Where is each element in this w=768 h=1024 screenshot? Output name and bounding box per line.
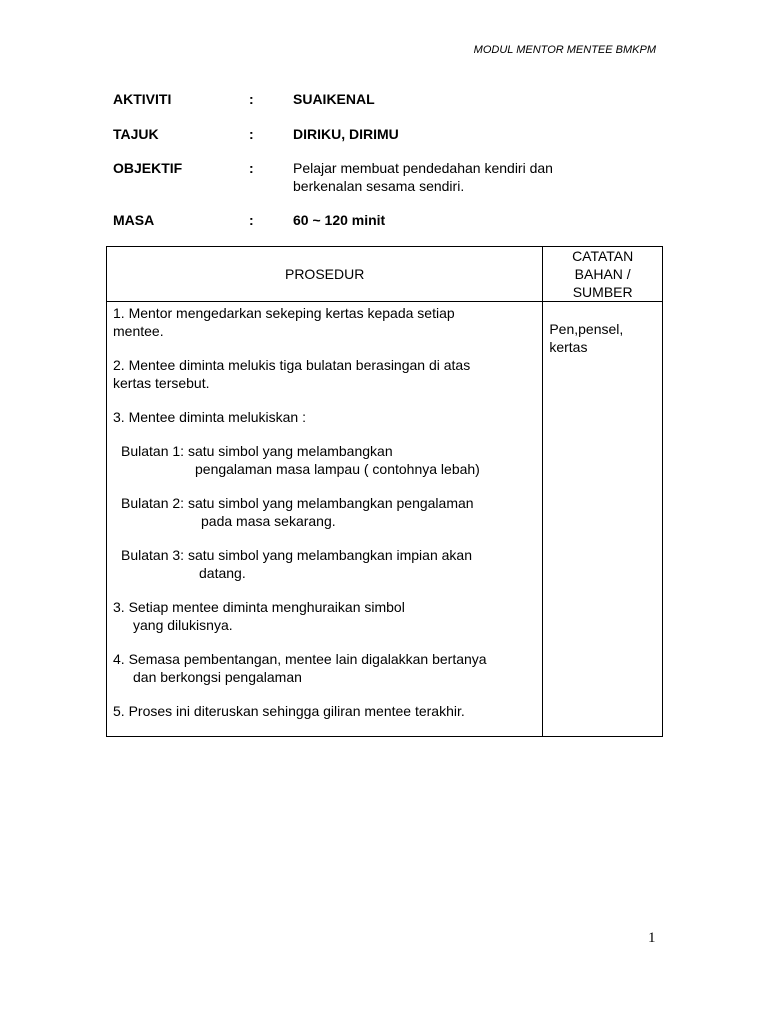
document-header: MODUL MENTOR MENTEE BMKPM [473, 44, 656, 56]
step-line: 4. Semasa pembentangan, mentee lain digalakkan bertanya [113, 651, 487, 667]
step-line: mentee. [113, 323, 164, 339]
header-prosedur: PROSEDUR [107, 247, 543, 302]
header-catatan [543, 247, 663, 302]
procedure-steps [107, 302, 543, 737]
header-catatan-line: BAHAN / [574, 266, 631, 282]
page-number: 1 [648, 930, 656, 946]
table-header-row [107, 247, 663, 302]
field-colon: : [249, 212, 254, 228]
header-catatan-line: SUMBER [572, 284, 633, 300]
step-line: 5. Proses ini diteruskan sehingga giliran mentee terakhir. [113, 703, 465, 719]
field-colon: : [249, 126, 254, 142]
step-line: yang dilukisnya. [133, 617, 233, 633]
field-value: SUAIKENAL [293, 91, 375, 107]
field-key: OBJEKTIF [113, 160, 183, 176]
field-value [293, 159, 613, 195]
field-colon: : [249, 91, 254, 107]
step-line: 3. Mentee diminta melukiskan : [113, 409, 306, 425]
field-value-line: berkenalan sesama sendiri. [293, 178, 465, 194]
step-line: 3. Setiap mentee diminta menghuraikan simbol [113, 599, 405, 615]
field-value: 60 ~ 120 minit [293, 212, 386, 228]
field-key: AKTIVITI [113, 91, 172, 107]
bulatan-line: pengalaman masa lampau ( contohnya lebah) [195, 461, 480, 477]
step-line: dan berkongsi pengalaman [133, 669, 302, 685]
field-key: MASA [113, 212, 155, 228]
field-value: DIRIKU, DIRIMU [293, 126, 399, 142]
field-colon: : [249, 160, 254, 176]
bulatan-line: Bulatan 1: satu simbol yang melambangkan [121, 443, 393, 459]
table-body-row [107, 302, 663, 737]
notes-line: kertas [549, 339, 588, 355]
procedure-table [106, 246, 663, 737]
bulatan-line: pada masa sekarang. [201, 513, 336, 529]
header-catatan-line: CATATAN [572, 248, 634, 264]
step-line: 2. Mentee diminta melukis tiga bulatan berasingan di atas [113, 357, 471, 373]
field-key: TAJUK [113, 126, 159, 142]
bulatan-line: datang. [199, 565, 246, 581]
step-line: kertas tersebut. [113, 375, 210, 391]
step-line: 1. Mentor mengedarkan sekeping kertas kepada setiap [113, 305, 455, 321]
field-value-line: Pelajar membuat pendedahan kendiri dan [293, 160, 553, 176]
notes-cell [543, 302, 663, 737]
bulatan-line: Bulatan 2: satu simbol yang melambangkan pengalaman [121, 495, 474, 511]
notes-line: Pen,pensel, [549, 321, 624, 337]
bulatan-line: Bulatan 3: satu simbol yang melambangkan impian akan [121, 547, 472, 563]
